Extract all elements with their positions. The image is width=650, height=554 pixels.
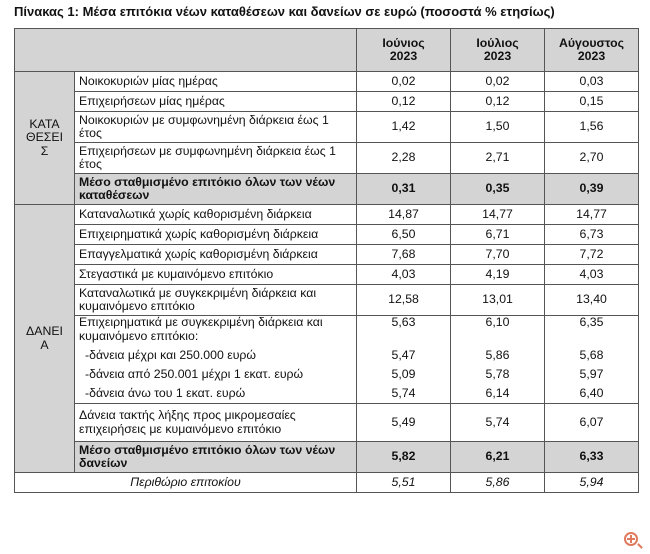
row-label: -δάνεια μέχρι και 250.000 ευρώ	[75, 346, 357, 365]
value-cell: 6,40	[545, 384, 639, 404]
value-cell: 1,50	[451, 112, 545, 143]
value-cell: 6,50	[357, 225, 451, 245]
value-cell: 14,77	[451, 205, 545, 225]
table-row	[15, 316, 639, 347]
value-cell: 7,68	[357, 245, 451, 265]
value-cell: 5,82	[357, 442, 451, 473]
value-cell: 4,19	[451, 265, 545, 285]
value-cell: 12,58	[357, 285, 451, 316]
value-cell: 5,63	[357, 316, 451, 347]
value-cell: 6,33	[545, 442, 639, 473]
value-cell: 4,03	[357, 265, 451, 285]
value-cell: 5,74	[451, 404, 545, 442]
table-row	[15, 112, 639, 143]
row-label: Επαγγελματικά χωρίς καθορισμένη διάρκεια	[75, 245, 357, 265]
table-row	[15, 365, 639, 384]
table-row	[15, 384, 639, 404]
zoom-in-icon[interactable]	[624, 532, 638, 546]
value-cell: 5,86	[451, 473, 545, 493]
table-row	[15, 346, 639, 365]
value-cell: 5,68	[545, 346, 639, 365]
value-cell: 5,97	[545, 365, 639, 384]
value-cell: 5,78	[451, 365, 545, 384]
column-header-july: Ιούλιος 2023	[451, 29, 545, 72]
value-cell: 14,77	[545, 205, 639, 225]
value-cell: 0,02	[357, 72, 451, 92]
row-label: Μέσο σταθμισμένο επιτόκιο όλων των νέων καταθέσεων	[75, 174, 357, 205]
value-cell: 2,70	[545, 143, 639, 174]
value-cell: 0,39	[545, 174, 639, 205]
value-cell: 6,21	[451, 442, 545, 473]
header-blank-cell	[15, 29, 357, 72]
value-cell: 0,15	[545, 92, 639, 112]
row-label: Επιχειρήσεων μίας ημέρας	[75, 92, 357, 112]
value-cell: 5,47	[357, 346, 451, 365]
deposits-summary-row	[15, 174, 639, 205]
value-cell: 0,02	[451, 72, 545, 92]
value-cell: 0,12	[357, 92, 451, 112]
header-row	[15, 29, 639, 72]
value-cell: 5,86	[451, 346, 545, 365]
loans-group-label: ΔΑΝΕΙ Α	[15, 205, 75, 473]
value-cell: 13,01	[451, 285, 545, 316]
value-cell: 6,10	[451, 316, 545, 347]
value-cell: 6,07	[545, 404, 639, 442]
column-header-august: Αύγουστος 2023	[545, 29, 639, 72]
value-cell: 6,73	[545, 225, 639, 245]
table-row	[15, 285, 639, 316]
table-row	[15, 404, 639, 442]
row-label: Μέσο σταθμισμένο επιτόκιο όλων των νέων δανείων	[75, 442, 357, 473]
row-label: Επιχειρήσεων με συμφωνημένη διάρκεια έως 1 έτος	[75, 143, 357, 174]
loans-summary-row	[15, 442, 639, 473]
row-label: Καταναλωτικά χωρίς καθορισμένη διάρκεια	[75, 205, 357, 225]
value-cell: 5,51	[357, 473, 451, 493]
value-cell: 6,71	[451, 225, 545, 245]
row-label: Νοικοκυριών μίας ημέρας	[75, 72, 357, 92]
value-cell: 7,72	[545, 245, 639, 265]
value-cell: 13,40	[545, 285, 639, 316]
row-label: Επιχειρηματικά με συγκεκριμένη διάρκεια και κυμαινόμενο επιτόκιο:	[75, 316, 357, 347]
row-label: -δάνεια από 250.001 μέχρι 1 εκατ. ευρώ	[75, 365, 357, 384]
interest-rates-table	[14, 28, 639, 493]
value-cell: 5,94	[545, 473, 639, 493]
table-row	[15, 143, 639, 174]
value-cell: 7,70	[451, 245, 545, 265]
value-cell: 1,56	[545, 112, 639, 143]
table-row	[15, 92, 639, 112]
row-label: Επιχειρηματικά χωρίς καθορισμένη διάρκεια	[75, 225, 357, 245]
margin-label: Περιθώριο επιτοκίου	[15, 473, 357, 493]
value-cell: 0,03	[545, 72, 639, 92]
table-caption: Πίνακας 1: Μέσα επιτόκια νέων καταθέσεων και δανείων σε ευρώ (ποσοστά % ετησίως)	[14, 4, 555, 19]
table-row	[15, 205, 639, 225]
deposits-group-label: ΚΑΤΑ ΘΕΣΕΙ Σ	[15, 72, 75, 205]
value-cell: 2,71	[451, 143, 545, 174]
column-header-june: Ιούνιος 2023	[357, 29, 451, 72]
value-cell: 14,87	[357, 205, 451, 225]
row-label: Δάνεια τακτής λήξης προς μικρομεσαίες επιχειρήσεις με κυμαινόμενο επιτόκιο	[75, 404, 357, 442]
value-cell: 6,14	[451, 384, 545, 404]
margin-row	[15, 473, 639, 493]
value-cell: 5,49	[357, 404, 451, 442]
value-cell: 0,35	[451, 174, 545, 205]
table-row	[15, 265, 639, 285]
table-row	[15, 72, 639, 92]
value-cell: 5,74	[357, 384, 451, 404]
table-row	[15, 245, 639, 265]
value-cell: 2,28	[357, 143, 451, 174]
zoom-handle	[637, 543, 643, 549]
value-cell: 0,31	[357, 174, 451, 205]
value-cell: 0,12	[451, 92, 545, 112]
value-cell: 4,03	[545, 265, 639, 285]
row-label: Καταναλωτικά με συγκεκριμένη διάρκεια και κυμαινόμενο επιτόκιο	[75, 285, 357, 316]
row-label: Νοικοκυριών με συμφωνημένη διάρκεια έως 1 έτος	[75, 112, 357, 143]
value-cell: 6,35	[545, 316, 639, 347]
row-label: -δάνεια άνω του 1 εκατ. ευρώ	[75, 384, 357, 404]
value-cell: 5,09	[357, 365, 451, 384]
row-label: Στεγαστικά με κυμαινόμενο επιτόκιο	[75, 265, 357, 285]
table-row	[15, 225, 639, 245]
value-cell: 1,42	[357, 112, 451, 143]
